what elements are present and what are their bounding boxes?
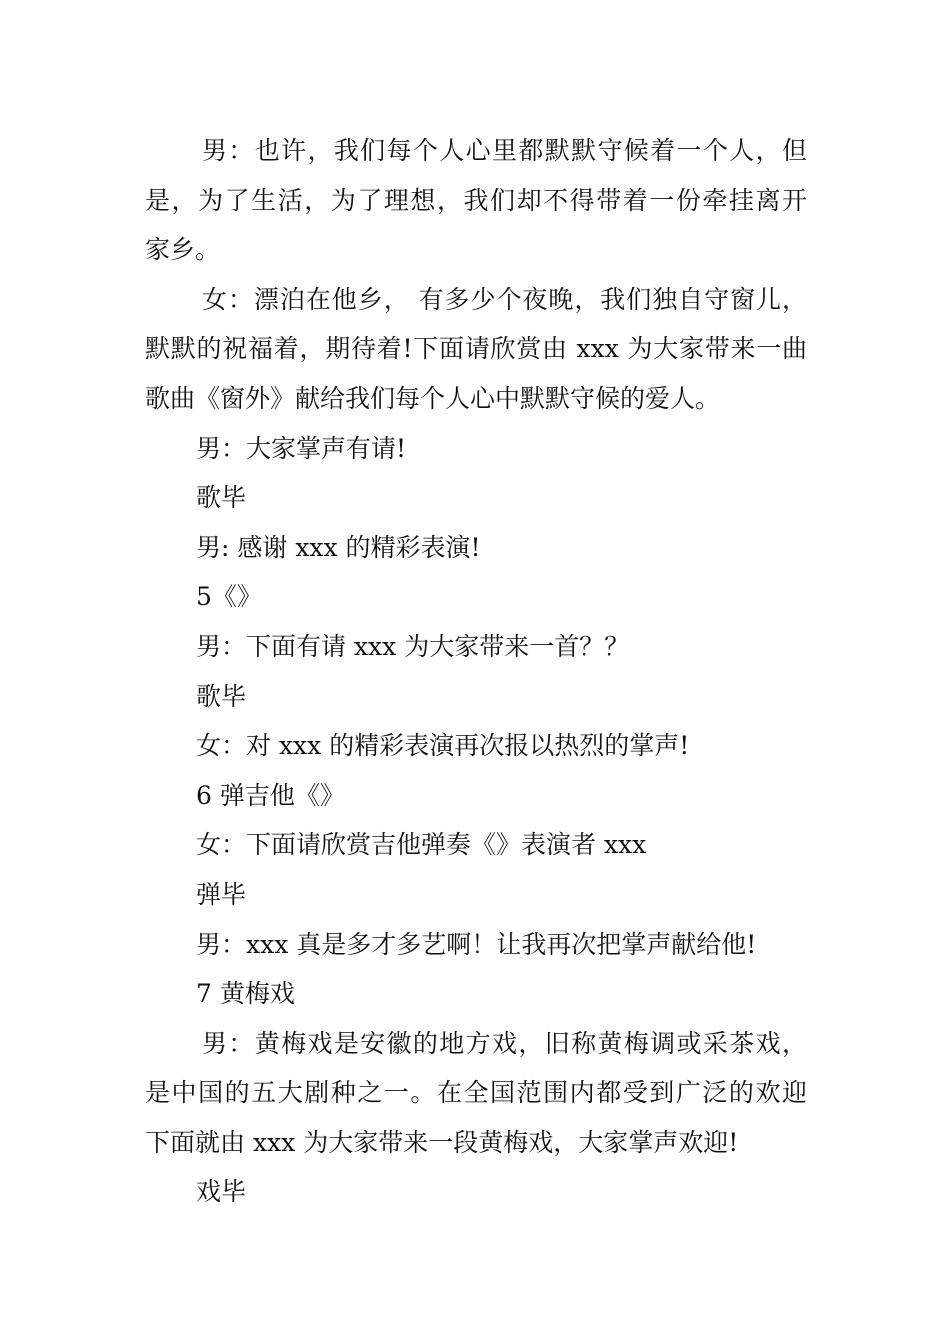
paragraph-line: 男：黄梅戏是安徽的地方戏，旧称黄梅调或采茶戏， — [202, 1028, 807, 1058]
paragraph-line: 歌毕 — [196, 483, 247, 513]
section-number: 7 黄梅戏 — [196, 979, 295, 1009]
paragraph-line: 戏毕 — [196, 1177, 247, 1207]
paragraph-line: 家乡。 — [145, 235, 221, 265]
paragraph-line: 男：下面有请 xxx 为大家带来一首？？ — [196, 631, 630, 661]
section-number: 6 弹吉他《》 — [196, 780, 345, 810]
document-body — [145, 126, 807, 1217]
paragraph-line: 男: 感谢 xxx 的精彩表演! — [196, 532, 481, 562]
paragraph-line: 歌毕 — [196, 681, 247, 711]
paragraph-line: 下面就由 xxx 为大家带来一段黄梅戏，大家掌声欢迎! — [145, 1127, 739, 1157]
paragraph-line: 男：也许，我们每个人心里都默默守候着一个人，但 — [202, 136, 807, 165]
paragraph-line: 默默的祝福着，期待着!下面请欣赏由 xxx 为大家带来一曲 — [145, 334, 807, 364]
paragraph-line: 是，为了生活，为了理想，我们却不得带着一份牵挂离开 — [145, 185, 807, 215]
paragraph-line: 是中国的五大剧种之一。在全国范围内都受到广泛的欢迎 — [145, 1078, 807, 1108]
paragraph-line: 女：对 xxx 的精彩表演再次报以热烈的掌声! — [196, 731, 690, 761]
paragraph-line: 歌曲《窗外》献给我们每个人心中默默守候的爱人。 — [145, 383, 721, 413]
section-number: 5《》 — [196, 582, 262, 612]
paragraph-line: 女：漂泊在他乡， 有多少个夜晚，我们独自守窗儿， — [202, 284, 807, 314]
paragraph-line: 女：下面请欣赏吉他弹奏《》表演者 xxx — [196, 830, 647, 860]
paragraph-line: 男：xxx 真是多才多艺啊！让我再次把掌声献给他! — [196, 929, 757, 959]
paragraph-line: 弹毕 — [196, 879, 247, 909]
paragraph-line: 男：大家掌声有请! — [196, 433, 407, 463]
